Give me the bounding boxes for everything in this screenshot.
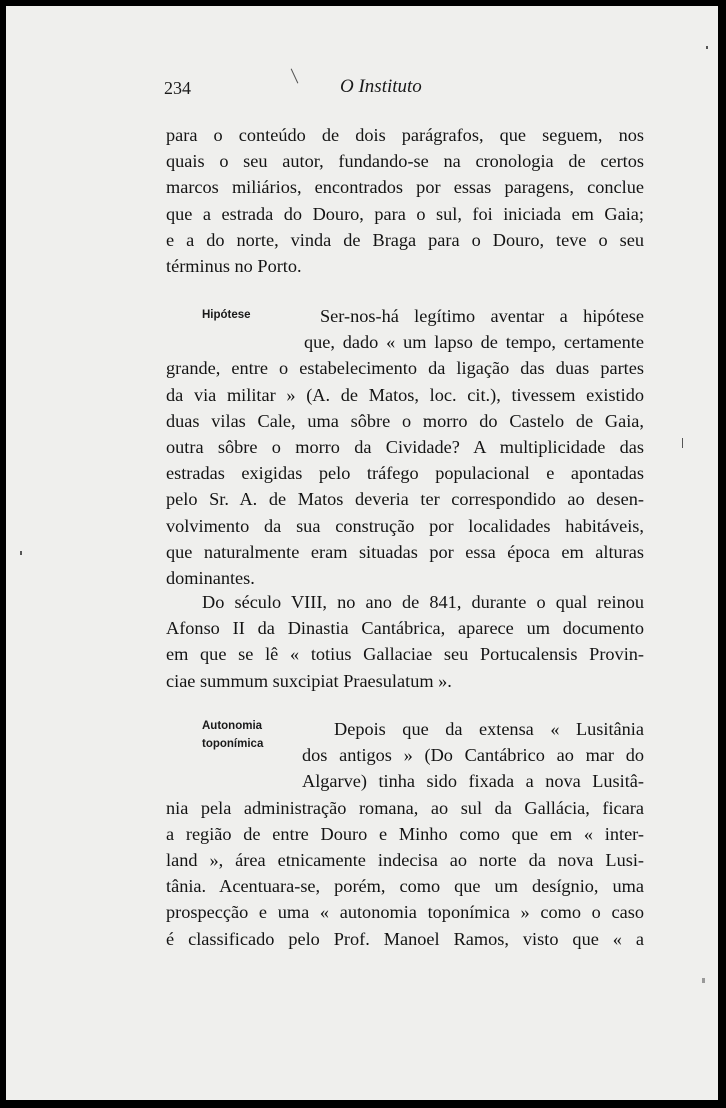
scan-speck: [682, 438, 683, 448]
text-line: a região de entre Douro e Minho como que em « inter-: [166, 823, 644, 844]
text-line: marcos miliários, encontrados por essas paragens, conclue: [166, 177, 644, 198]
text-line: grande, entre o estabelecimento da ligação das duas partes: [166, 358, 644, 379]
scan-speck: [702, 978, 705, 983]
scan-speck: [291, 69, 299, 84]
paragraph-4: [166, 716, 644, 952]
text-line: Afonso II da Dinastia Cantábrica, aparece um documento: [166, 618, 644, 639]
text-line: pelo Sr. A. de Matos deveria ter correspondido ao desen-: [166, 489, 644, 510]
text-line: dos antigos » (Do Cantábrico ao mar do: [302, 745, 644, 766]
scan-speck: [20, 551, 22, 555]
text-line: quais o seu autor, fundando-se na cronologia de certos: [166, 151, 644, 172]
text-line: duas vilas Cale, uma sôbre o morro do Castelo de Gaia,: [166, 410, 644, 431]
text-line: para o conteúdo de dois parágrafos, que seguem, nos: [166, 125, 644, 145]
text-line: e a do norte, vinda de Braga para o Douro, teve o seu: [166, 229, 644, 250]
text-line: que a estrada do Douro, para o sul, foi iniciada em Gaia;: [166, 203, 644, 224]
running-title: O Instituto: [340, 76, 422, 97]
paragraph-3: [166, 589, 644, 694]
sidenote-line: Autonomia: [202, 720, 263, 732]
sidenote-line: toponímica: [202, 738, 264, 750]
text-line: Ser-nos-há legítimo aventar a hipótese: [320, 306, 644, 326]
scan-speck: [706, 46, 708, 49]
text-line: estradas exigidas pelo tráfego populacional e apontadas: [166, 463, 644, 484]
sidenote-hipotese: Hipótese: [202, 309, 251, 321]
text-line: Depois que da extensa « Lusitânia: [334, 719, 644, 739]
text-line: outra sôbre o morro da Cividade? A multiplicidade das: [166, 436, 644, 457]
text-line: é classificado pelo Prof. Manoel Ramos, visto que « a: [166, 928, 644, 949]
text-line: da via militar » (A. de Matos, loc. cit.), tivessem existido: [166, 384, 644, 405]
book-page: [6, 6, 718, 1100]
text-line: em que se lê « totius Gallaciae seu Portucalensis Provin-: [166, 644, 644, 665]
text-line: tânia. Acentuara-se, porém, como que um desígnio, uma: [166, 876, 644, 897]
text-line: que, dado « um lapso de tempo, certamente: [304, 332, 644, 353]
text-line: dominantes.: [166, 567, 255, 588]
text-line: Do século VIII, no ano de 841, durante o qual reinou: [202, 592, 644, 612]
paragraph-2: [166, 303, 644, 591]
text-line: que naturalmente eram situadas por essa época em alturas: [166, 541, 644, 562]
text-line: términus no Porto.: [166, 255, 302, 276]
page-number: 234: [164, 78, 191, 98]
text-line: land », área etnicamente indecisa ao norte da nova Lusi-: [166, 849, 644, 870]
text-line: volvimento da sua construção por localidades habitáveis,: [166, 515, 644, 536]
text-line: Algarve) tinha sido fixada a nova Lusitâ-: [302, 771, 644, 792]
text-line: prospecção e uma « autonomia toponímica » como o caso: [166, 902, 644, 923]
text-line: ciae summum suxcipiat Praesulatum ».: [166, 670, 452, 691]
paragraph-1: [166, 122, 644, 279]
text-line: nia pela administração romana, ao sul da Gallácia, ficara: [166, 797, 644, 818]
